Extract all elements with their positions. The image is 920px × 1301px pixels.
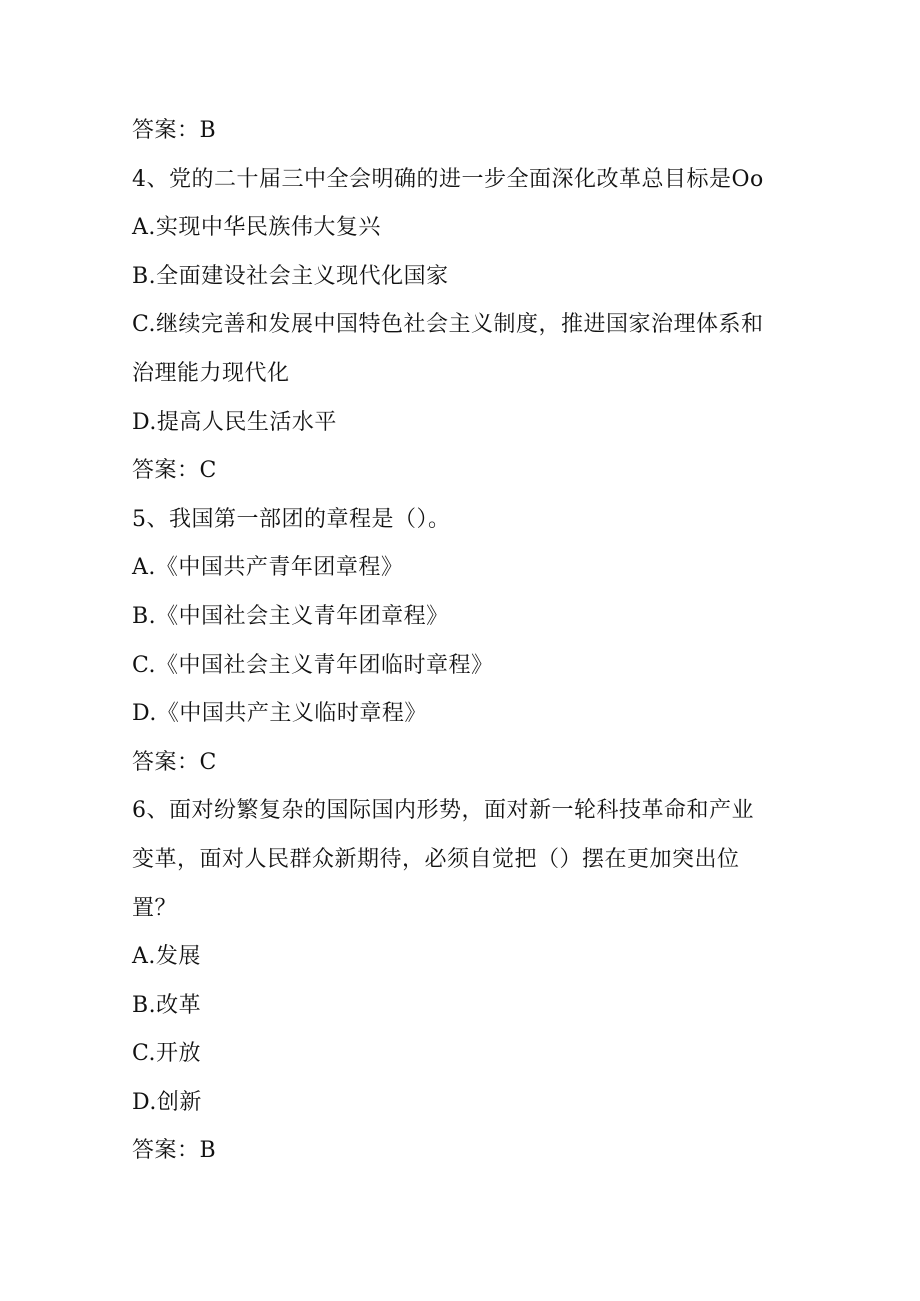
document-body [132,107,792,1176]
q4-option-d: D.提高人民生活水平 [132,409,337,435]
q6-option-b: B.改革 [132,992,202,1018]
question-4: 4、党的二十届三中全会明确的进一步全面深化改革总目标是Oo [132,166,764,192]
question-6-line2: 变革，面对人民群众新期待，必须自觉把（）摆在更加突出位 [132,846,740,872]
q5-option-d: D.《中国共产主义临时章程》 [132,701,427,727]
q6-option-d: D.创新 [132,1089,202,1115]
q4-option-c-line1: C.继续完善和发展中国特色社会主义制度，推进国家治理体系和 [132,312,764,338]
q4-option-a: A.实现中华民族伟大复兴 [132,215,381,241]
q6-option-c: C.开放 [132,1041,202,1067]
question-5: 5、我国第一部团的章程是（）。 [132,506,451,532]
q5-option-b: B.《中国社会主义青年团章程》 [132,603,449,629]
answer-q6: 答案：B [132,1138,217,1164]
q5-option-a: A.《中国共产青年团章程》 [132,555,404,581]
q5-option-c: C.《中国社会主义青年团临时章程》 [132,652,494,678]
answer-q4: 答案：C [132,458,217,484]
answer-q5: 答案：C [132,749,217,775]
q6-option-a: A.发展 [132,944,201,970]
q4-option-b: B.全面建设社会主义现代化国家 [132,263,449,289]
question-6-line1: 6、面对纷繁复杂的国际国内形势，面对新一轮科技革命和产业 [132,798,754,824]
question-6-line3: 置？ [132,895,178,921]
q4-option-c-line2: 治理能力现代化 [132,360,290,386]
answer-q3: 答案：B [132,118,217,143]
